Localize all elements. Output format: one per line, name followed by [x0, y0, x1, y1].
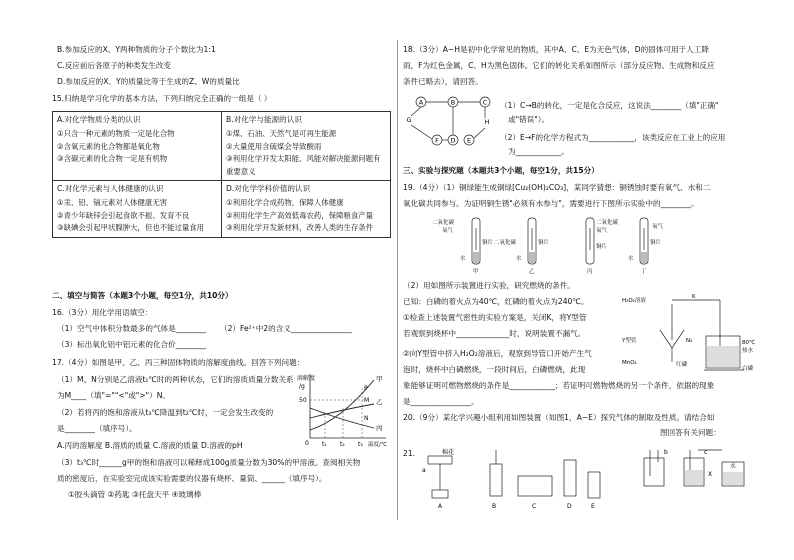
- question-19: 19.（4分）（1）铜绿能生成铜绿[Cu₂(OH)₂CO₃]，某同学猜想：铜锈蚀时要有氧气、水和二: [403, 183, 711, 192]
- question-20b: 图回答有关问题：: [660, 428, 721, 437]
- question-17-1b: 为M____（填"=""<"或">"）N。: [57, 391, 171, 400]
- redp-label: 红磷: [676, 362, 688, 368]
- y-tick-50: 50: [299, 397, 307, 404]
- cell-head: A.对化学物质分类的认识: [57, 115, 141, 124]
- water-fill: [473, 252, 479, 263]
- test-tube-experiment: [430, 214, 670, 274]
- arrow: [411, 125, 432, 139]
- liquid-fill: [723, 472, 743, 485]
- cell-line: ①汞、铅、镉元素对人体健康无害: [57, 198, 168, 207]
- node-c-label: C: [482, 98, 488, 107]
- table-cell-d: [222, 181, 391, 238]
- question-17-1: （1）M、N分别是乙溶液t₁℃时的两种状态，它们的溶质质量分数关系: [57, 375, 294, 384]
- question-17: 17.（4分）如图是甲、乙、丙三种固体物质的溶解度曲线。回答下列问题：: [52, 358, 305, 367]
- apparatus-a-lamp: [432, 490, 448, 498]
- y-label: 溶解度: [297, 375, 316, 382]
- gas-bottles-figure: [640, 446, 750, 492]
- question-20: 20.（9分）某化学兴趣小组利用如图装置（如图1，A~E）探究气体的制取及性质。请结合如: [403, 413, 715, 422]
- app-label-e: E: [591, 503, 595, 510]
- node-e-label: E: [466, 136, 472, 145]
- cell-line: ③利用化学开发太阳能、风能对解决能源问题有: [226, 154, 381, 163]
- cell-line: ②青少年缺锌会引起食欲不振、发育不良: [57, 210, 190, 220]
- tube-label-bing: 丙: [587, 269, 593, 274]
- cell-line: ②含氧元素的化合物都是氧化物: [57, 141, 160, 151]
- water-fill: [529, 252, 535, 263]
- node-a-label: A: [418, 98, 424, 107]
- bottle-label-water: 水: [730, 463, 737, 470]
- question-16-3: （3）标出氧化铝中铝元素的化合价________: [57, 340, 207, 349]
- app-label-c: C: [532, 503, 537, 510]
- cell-line: ①煤、石油、天然气是可再生能源: [226, 129, 337, 138]
- gas-label: 二氧化碳: [432, 220, 455, 226]
- n2-label: N₂: [686, 338, 693, 344]
- origin-label: 0: [305, 440, 309, 447]
- table-cell-a: [53, 112, 222, 181]
- app-label-d: D: [567, 503, 572, 510]
- question-17-3: （3）t₃℃时______g甲的饱和溶液可以稀释成100g质量分数为30%的甲溶液。查阅相关物: [57, 458, 361, 467]
- tick-t1: t₁: [322, 441, 327, 448]
- section-3-heading: 三、实验与探究题（本题共3个小题，每空1分，共15分）: [403, 166, 599, 175]
- node-g-label: G: [406, 116, 412, 124]
- app-label-a: A: [438, 503, 443, 510]
- question-16-2: （2）Fe²⁺中2的含义________________: [220, 324, 352, 333]
- label-yi: 乙: [376, 398, 383, 406]
- question-17-3c: ①胶头滴管 ②药匙 ③托盘天平 ④玻璃棒: [68, 490, 202, 499]
- tube-label-jia: 甲: [473, 269, 479, 274]
- question-19b: 氧化碳共同参与。为证明铜生锈"必须有水参与"，需要进行下图所示实验中的________。: [403, 199, 699, 208]
- label-bing: 丙: [376, 424, 383, 432]
- question-16-1: （1）空气中体积分数最多的气体是________: [57, 324, 207, 333]
- cell-head: B.对化学与能源的认识: [226, 115, 302, 124]
- liquid-label: 水: [628, 256, 634, 262]
- question-18-2: （2）E→F的化学方程式为____________，该类反应在工业上的应用: [500, 133, 726, 142]
- copper-label: 铜片: [650, 240, 662, 246]
- solubility-chart: [296, 368, 392, 448]
- question-18b: 雨，F为红色金属，C、H为黑色固体。它们的转化关系如图所示（部分反应物、生成物和反应: [403, 61, 715, 70]
- arrow: [411, 107, 421, 116]
- copper-label: 铜片: [596, 244, 608, 250]
- tube-label-ding: 丁: [641, 269, 647, 274]
- apparatus-a-tube: [428, 456, 452, 464]
- tick-t2: t₂: [340, 441, 345, 448]
- question-19-2f: 泡时，烧杯中白磷燃烧，一段时间后，白磷燃烧，此现: [403, 365, 586, 374]
- question-19-2b: 已知：白磷的着火点为40℃，红磷的着火点为240℃。: [403, 297, 589, 306]
- question-21: 21.: [403, 449, 416, 458]
- liquid-label: 水: [460, 256, 466, 262]
- point-p: P: [364, 385, 368, 392]
- question-18-1b: 或"错误"）。: [508, 115, 550, 124]
- gas-label: 氧气: [596, 228, 608, 234]
- mno2-label: MnO₂: [622, 360, 637, 366]
- a-mark: a: [422, 467, 426, 474]
- question-16: 16.（3分）用化学用语填空：: [52, 308, 153, 317]
- cell-line: ①利用化学合成药物，保障人体健康: [226, 198, 344, 207]
- water-fill: [641, 252, 647, 263]
- node-h-label: H: [484, 118, 490, 126]
- column-divider: [397, 40, 398, 520]
- bottle: [644, 458, 664, 486]
- gas-label: 氧气: [652, 224, 664, 230]
- node-f-label: F: [435, 136, 439, 145]
- question-19-2: （2）用如图所示装置进行实验，研究燃烧的条件。: [403, 281, 575, 290]
- question-19-2e: ②向Y型管中挤入H₂O₂溶液后，观察到导管口开始产生气: [403, 349, 592, 358]
- question-17-2b: 是________（填序号）。: [57, 424, 137, 433]
- transformation-diagram: [403, 92, 495, 150]
- bottle-label-b: b: [664, 449, 668, 456]
- apparatus-c-trough: [518, 476, 552, 496]
- question-19-2h: 是________________。: [403, 397, 479, 406]
- question-18c: 条件已略去），请回答。: [403, 77, 483, 86]
- question-17-options: A.丙的溶解度 B.溶质的质量 C.溶液的质量 D.溶液的pH: [57, 441, 243, 450]
- question-19-2g: 象能够证明可燃物燃烧的条件是____________；若证明可燃物燃烧的另一个条件，依据的现象: [403, 381, 715, 390]
- cell-line: ①只含一种元素的物质一定是化合物: [57, 129, 175, 138]
- liquid-fill: [685, 470, 703, 485]
- gas-label: 二氧化碳: [494, 240, 517, 246]
- gas-apparatus-set: [420, 446, 620, 512]
- question-18: 18.（3分）A~H是初中化学常见的物质，其中A、C、E为无色气体，D的固体可用于人工降: [403, 45, 709, 54]
- combustion-apparatus: [620, 290, 770, 378]
- x-label: 温度/℃: [368, 442, 388, 448]
- copper-label: 铜片: [538, 240, 550, 246]
- label-jia: 甲: [376, 375, 383, 383]
- bottle-label-x: X: [708, 471, 713, 478]
- k-label: K: [692, 294, 696, 300]
- question-17-3b: 质的密度后，在实验室完成该实验需要的仪器有烧杯、量筒、______（填序号）。: [57, 474, 327, 483]
- cell-line: ③利用化学开发新材料，改善人类的生存条件: [226, 223, 374, 232]
- cell-line: ②大量使用含硫煤会导致酸雨: [226, 141, 322, 151]
- cell-line: ③含碳元素的化合物一定是有机物: [57, 154, 168, 163]
- node-d-label: D: [450, 136, 456, 145]
- water-label: 热水: [742, 348, 754, 354]
- question-18-1: （1）C→B的转化，一定是化合反应，这说法________（填"正确": [500, 101, 719, 110]
- option-b: B.参加反应的X、Y两种物质的分子个数比为1:1: [57, 45, 216, 54]
- copper-label: 铜片: [482, 240, 494, 246]
- point-n: N: [364, 415, 369, 422]
- tick-t3: t₃: [358, 441, 363, 448]
- cell-line: 重要意义: [226, 166, 256, 176]
- table-cell-c: [53, 181, 222, 238]
- cell-head: C.对化学元素与人体健康的认识: [57, 184, 164, 193]
- tube-label-yi: 乙: [529, 269, 535, 274]
- h2o2-label: H₂O₂溶液: [622, 298, 646, 304]
- table-cell-b: [222, 112, 391, 181]
- point-m: M: [364, 397, 370, 404]
- section-2-heading: 二、填空与简答（本题3个小题，每空1分，共10分）: [52, 291, 233, 300]
- option-d: D.参加反应的X、Y的质量比等于生成的Z、W的质量比: [57, 77, 240, 86]
- question-17-2: （2）若将丙的饱和溶液从t₃℃降温到t₂℃时，一定会发生改变的: [57, 408, 274, 417]
- cotton-label: 棉花: [442, 449, 455, 456]
- hot-water: [707, 346, 739, 367]
- app-label-b: B: [492, 503, 497, 510]
- gas-label: 氧气: [442, 228, 454, 234]
- ytube-label: Y型管: [622, 338, 637, 344]
- question-18-2b: 为____________。: [508, 147, 569, 156]
- node-b-label: B: [450, 98, 456, 107]
- question-15: 15.归纳是学习化学的基本方法，下列归纳完全正确的一组是（ ）: [52, 94, 272, 103]
- y-unit: /g: [299, 383, 305, 390]
- apparatus-b-flask: [490, 464, 502, 496]
- option-c: C.反应前后各原子的种类发生改变: [57, 61, 172, 70]
- temp-label: 80℃: [742, 340, 756, 346]
- bottle-label-c: c: [704, 449, 708, 456]
- apparatus-e-bottle: [588, 472, 600, 498]
- whitep-label: 白磷: [742, 366, 754, 372]
- question-19-2d: 若观察到烧杯中______________时，说明装置不漏气。: [403, 329, 586, 338]
- arrow: [474, 128, 485, 138]
- cell-line: ②利用化学生产高效低毒农药，保障粮食产量: [226, 210, 374, 220]
- cell-line: ③缺碘会引起甲状腺肿大，但也不能过量食用: [57, 223, 205, 232]
- liquid-label: 水: [516, 256, 522, 262]
- gas-label: 二氧化碳: [596, 220, 619, 226]
- classification-table: [52, 111, 391, 238]
- apparatus-d-bottle: [564, 460, 576, 496]
- question-19-2c: ①检查上述装置气密性的实验方案是，关闭K，将Y型管: [403, 313, 587, 322]
- cell-head: D.对化学学科价值的认识: [226, 184, 311, 193]
